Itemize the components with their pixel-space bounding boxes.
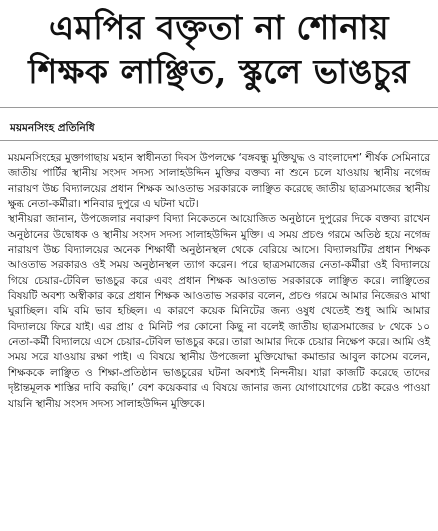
paragraph: ময়মনসিংহের মুক্তাগাছায় মহান স্বাধীনতা দিবস উপলক্ষে ‘বঙ্গবন্ধু মুক্তিযুদ্ধ ও বাংলাদেশ’ শীর্ষক সেমিনারে জাতীয় পার্টির স্থানীয় সংসদ সদস্য সালাহউদ্দিন মুক্তির বক্তব্য না শুনে চলে যাওয়ায় স্থানীয় নগেন্দ্র নারায়ণ উচ্চ বিদ্যালয়ের প্রধান শিক্ষক আওতাভ সরকারকে লাঞ্ছিত করেছে জাতীয় ছাত্রসমাজের স্থানীয় ক্ষুব্ধ নেতা-কর্মীরা। শনিবার দুপুরে এ ঘটনা ঘটে। bbox=[8, 152, 430, 211]
byline-divider bbox=[0, 140, 438, 141]
headline bbox=[0, 6, 438, 94]
headline-divider bbox=[0, 107, 438, 108]
byline: ময়মনসিংহ প্রতিনিধি bbox=[10, 122, 95, 134]
headline-line-1: এমপির বক্তৃতা না শোনায় bbox=[48, 8, 390, 47]
paragraph: স্থানীয়রা জানান, উপজেলার নবারুণ বিদ্যা নিকেতনে আয়োজিত অনুষ্ঠানে দুপুরের দিকে বক্তব্য রাখেন অনুষ্ঠানের উদ্বোধক ও স্থানীয় সংসদ সদস্য সালাহউদ্দিন মুক্তি। এ সময় প্রচণ্ড গরমে অতিষ্ঠ হয়ে নগেন্দ্র নারায়ণ উচ্চ বিদ্যালয়ের অনেক শিক্ষার্থী অনুষ্ঠানস্থল থেকে বেরিয়ে আসে। বিদ্যালয়টির প্রধান শিক্ষক আওতাভ সরকারও ওই সময় অনুষ্ঠানস্থল ত্যাগ করেন। পরে ছাত্রসমাজের নেতা-কর্মীরা ওই বিদ্যালয়ে গিয়ে চেয়ার-টেবিল ভাঙচুর করে এবং প্রধান শিক্ষক আওতাভ সরকারকে লাঞ্ছিত করে। লাঞ্ছিতের বিষয়টি অবশ্য অস্বীকার করে প্রধান শিক্ষক আওতাভ সরকার বলেন, প্রচণ্ড গরমে আমার নিজেরও মাথা ঘুরাচ্ছিল। বমি বমি ভাব হচ্ছিল। এ কারণে কয়েক মিনিটের জন্য ওষুধ খেতেই শুধু আমি আমার বিদ্যালয়ে ফিরে যাই। এর প্রায় ৫ মিনিট পর কোনো কিছু না বলেই জাতীয় ছাত্রসমাজের ৮ থেকে ১০ নেতা-কর্মী বিদ্যালয়ে এসে চেয়ার-টেবিল ভাঙচুর করে। তারা আমার দিকে চেয়ার নিক্ষেপ করে। আমি ওই সময় সরে যাওয়ায় রক্ষা পাই। এ বিষয়ে স্থানীয় উপজেলা মুক্তিযোদ্ধা কমান্ডার আবুল কাসেম বলেন, শিক্ষককে লাঞ্ছিত ও শিক্ষা-প্রতিষ্ঠান ভাঙচুরের ঘটনা অবশ্যই নিন্দনীয়। যারা কাজটি করেছে তাদের দৃষ্টান্তমূলক শাস্তির দাবি করছি।’ বেশ কয়েকবার এ বিষয়ে জানার জন্য যোগাযোগের চেষ্টা করেও পাওয়া যায়নি স্থানীয় সংসদ সদস্য সালাহউদ্দিন মুক্তিকে। bbox=[8, 213, 430, 410]
headline-line-2: শিক্ষক লাঞ্ছিত, স্কুলে ভাঙচুর bbox=[28, 52, 410, 91]
article-body bbox=[8, 151, 430, 412]
